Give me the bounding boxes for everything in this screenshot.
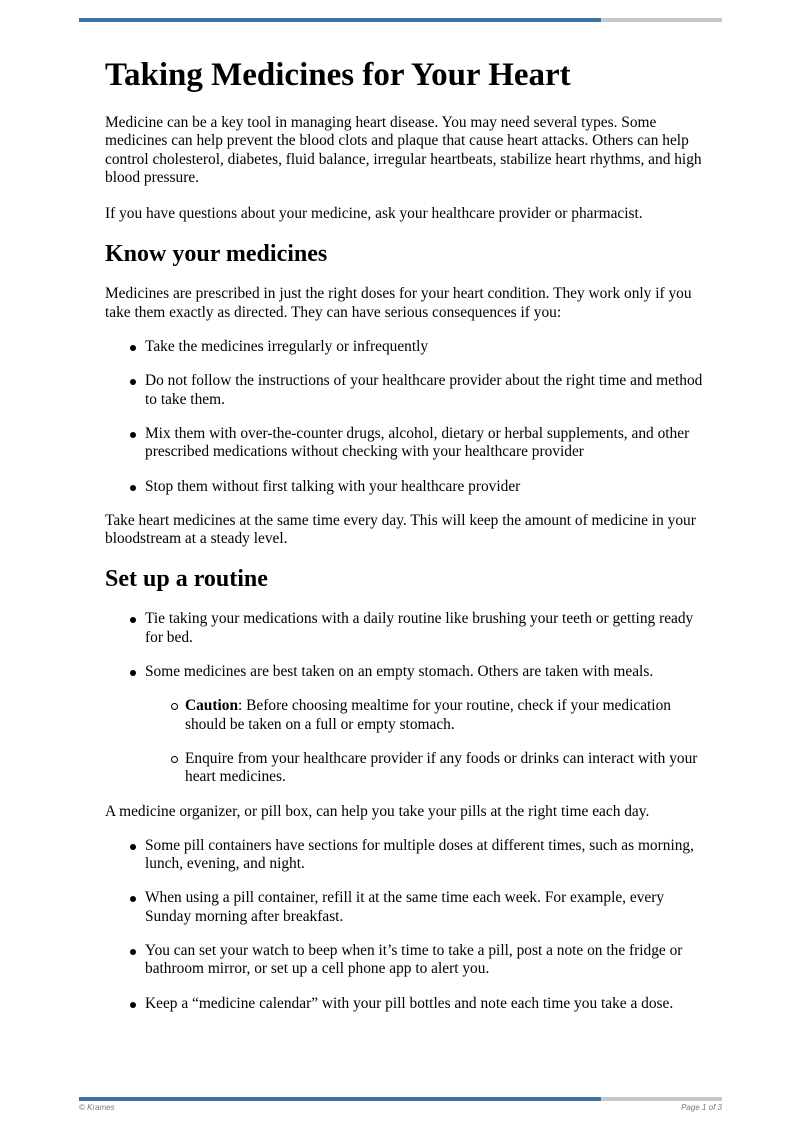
list-item: When using a pill container, refill it at the same time each week. For example, every Sunday morning after breakfast. — [105, 889, 705, 926]
bullet-icon — [130, 1002, 136, 1008]
bullet-icon — [130, 670, 136, 676]
list-item: Some medicines are best taken on an empty stomach. Others are taken with meals. Caution: Before choosing mealtime for your routine, check if your medication should be taken on a full or empty stomach. Enquire from your healthcare provider if any foods or drinks can interact with your heart medicines. — [105, 663, 705, 786]
list-item: Stop them without first talking with your healthcare provider — [105, 478, 705, 496]
top-rule-accent — [79, 18, 601, 22]
bullet-icon — [130, 949, 136, 955]
steady-level-paragraph: Take heart medicines at the same time every day. This will keep the amount of medicine in your bloodstream at a steady level. — [105, 511, 696, 548]
bullet-icon — [130, 485, 136, 491]
list-item: Some pill containers have sections for multiple doses at different times, such as morning, lunch, evening, and night. — [105, 837, 705, 874]
organizer-list — [105, 837, 705, 1013]
list-item: Mix them with over-the-counter drugs, alcohol, dietary or herbal supplements, and other prescribed medications without checking with your healthcare provider — [105, 425, 705, 462]
bullet-icon — [130, 379, 136, 385]
sub-list-item: Caution: Before choosing mealtime for your routine, check if your medication should be taken on a full or empty stomach. — [145, 697, 705, 734]
bullet-icon — [130, 432, 136, 438]
bullet-icon — [130, 844, 136, 850]
top-rule — [79, 18, 722, 22]
bottom-rule-grey — [601, 1097, 722, 1101]
circle-bullet-icon — [171, 756, 178, 763]
intro-paragraph-1: Medicine can be a key tool in managing heart disease. You may need several types. Some medicines can help prevent the blood clots and plaque that cause heart attacks. Others can help control cholesterol, diabetes, fluid balance, irregular heartbeats, stabilize heart rhythms, and high blood pressure. — [105, 114, 702, 186]
know-medicines-paragraph: Medicines are prescribed in just the right doses for your heart condition. They work only if you take them exactly as directed. They can have serious consequences if you: — [105, 285, 692, 321]
bottom-rule — [79, 1097, 722, 1101]
document-body — [105, 52, 705, 1013]
top-rule-grey — [601, 18, 722, 22]
organizer-paragraph: A medicine organizer, or pill box, can help you take your pills at the right time each day. — [105, 802, 650, 820]
footer-page-number: Page 1 of 3 — [681, 1103, 722, 1112]
meal-sublist — [145, 697, 705, 786]
heading-know-your-medicines: Know your medicines — [105, 241, 328, 268]
intro-paragraph-2: If you have questions about your medicine, ask your healthcare provider or pharmacist. — [105, 205, 643, 223]
list-item: Take the medicines irregularly or infrequently — [105, 338, 705, 356]
bullet-icon — [130, 617, 136, 623]
circle-bullet-icon — [171, 703, 178, 710]
page-title: Taking Medicines for Your Heart — [105, 57, 571, 93]
caution-label: Caution — [185, 697, 239, 715]
bullet-icon — [130, 896, 136, 902]
footer-copyright: © Krames — [79, 1103, 115, 1112]
list-item: Keep a “medicine calendar” with your pill bottles and note each time you take a dose. — [105, 995, 705, 1013]
consequences-list — [105, 338, 705, 496]
heading-set-up-routine: Set up a routine — [105, 566, 268, 593]
bullet-icon — [130, 345, 136, 351]
bottom-rule-accent — [79, 1097, 601, 1101]
list-item: Tie taking your medications with a daily routine like brushing your teeth or getting ready for bed. — [105, 610, 705, 647]
list-item: You can set your watch to beep when it’s time to take a pill, post a note on the fridge or bathroom mirror, or set up a cell phone app to alert you. — [105, 942, 705, 979]
list-item: Do not follow the instructions of your healthcare provider about the right time and method to take them. — [105, 372, 705, 409]
routine-list — [105, 610, 705, 786]
sub-list-item: Enquire from your healthcare provider if any foods or drinks can interact with your heart medicines. — [145, 750, 705, 787]
